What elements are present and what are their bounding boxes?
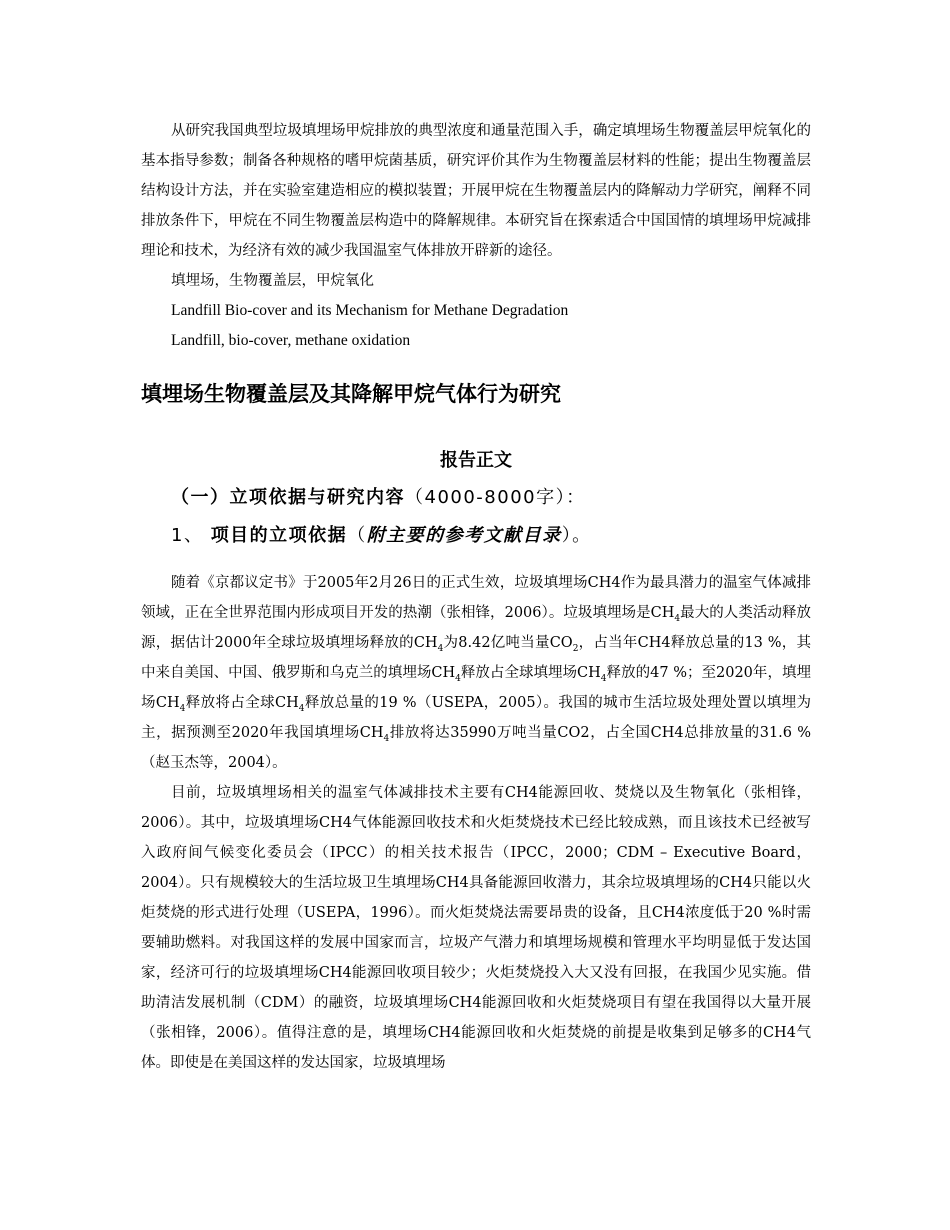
text-run: ，占当年CH4释放总量的13 %，其中来自美国、中国、俄罗斯和乌克兰的填埋场CH xyxy=(141,635,811,681)
subscript: 4 xyxy=(674,613,681,624)
subsection-note: 附主要的参考文献目录 xyxy=(366,525,562,546)
body-paragraph-1 xyxy=(141,568,811,778)
subsection-number: 1、 xyxy=(171,525,204,546)
section-heading xyxy=(141,480,811,516)
subscript: 4 xyxy=(298,703,305,714)
text-run: 释放将占全球CH xyxy=(185,695,299,711)
text-run: 释放总量的19 %（USEPA，2005）。我国的城市生活垃圾处理处置以填埋为主，据预测至2020年我国填埋场CH xyxy=(141,695,811,741)
text-run: 随着《京都议定书》于2005年2月26日的正式生效，垃圾填埋场CH4作为最具潜力的温室气体减排领域，正在全世界范围内形成项目开发的热潮（张相锋，2006）。垃圾填埋场是CH xyxy=(141,575,811,621)
section-heading-bold: （一）立项依据与研究内容 xyxy=(171,487,405,508)
keywords-cn: 填埋场，生物覆盖层，甲烷氧化 xyxy=(171,273,374,289)
text-run: 释放占全球填埋场CH xyxy=(460,665,601,681)
text-run: 排放将达35990万吨当量CO2，占全国CH4总排放量的31.6 %（赵玉杰等，2004）。 xyxy=(141,725,811,771)
subscript: 2 xyxy=(572,643,579,654)
subscript: 4 xyxy=(437,643,444,654)
keywords-en: Landfill, bio-cover, methane oxidation xyxy=(171,332,411,349)
subsection-paren-close: ）。 xyxy=(561,525,592,546)
subsection-title: 项目的立项依据 xyxy=(210,525,348,546)
main-title: 填埋场生物覆盖层及其降解甲烷气体行为研究 xyxy=(141,382,561,406)
subscript: 4 xyxy=(179,703,186,714)
subscript: 4 xyxy=(455,673,461,684)
intro-paragraph: 从研究我国典型垃圾填埋场甲烷排放的典型浓度和通量范围入手，确定填埋场生物覆盖层甲烷氧化的基本指导参数；制备各种规格的嗜甲烷菌基质，研究评价其作为生物覆盖层材料的性能；提出生物覆盖层结构设计方法，并在实验室建造相应的模拟装置；开展甲烷在生物覆盖层内的降解动力学研究，阐释不同排放条件下，甲烷在不同生物覆盖层构造中的降解规律。本研究旨在探索适合中国国情的填埋场甲烷减排理论和技术，为经济有效的减少我国温室气体排放开辟新的途径。 xyxy=(141,123,811,259)
subscript: 4 xyxy=(383,733,390,744)
text-run: 释放的47 %；至2020年，填埋场CH xyxy=(141,665,811,711)
title-en: Landfill Bio-cover and its Mechanism for Methane Degradation xyxy=(171,302,569,319)
document-page xyxy=(141,116,811,1078)
section-heading-note: （4000-8000字）： xyxy=(405,487,586,508)
text-run: 最大的人类活动释放源，据估计2000年全球垃圾填埋场释放的CH xyxy=(141,605,812,651)
text-run: 为8.42亿吨当量CO xyxy=(443,635,573,651)
body-paragraph-2: 目前，垃圾填埋场相关的温室气体减排技术主要有CH4能源回收、焚烧以及生物氧化（张相锋，2006）。其中，垃圾填埋场CH4气体能源回收技术和火炬焚烧技术已经比较成熟，而且该技术已经被写入政府间气候变化委员会（IPCC）的相关技术报告（IPCC，2000；CDM – Executive Board，2004）。只有规模较大的生活垃圾卫生填埋场CH4具备能源回收潜力，其余垃圾填埋场的CH4只能以火炬焚烧的形式进行处理（USEPA，1996）。而火炬焚烧法需要昂贵的设备，且CH4浓度低于20 %时需要辅助燃料。对我国这样的发展中国家而言，垃圾产气潜力和填埋场规模和管理水平均明显低于发达国家，经济可行的垃圾填埋场CH4能源回收项目较少；火炬焚烧投入大又没有回报，在我国少见实施。借助清洁发展机制（CDM）的融资，垃圾填埋场CH4能源回收和火炬焚烧项目有望在我国得以大量开展（张相锋，2006）。值得注意的是，填埋场CH4能源回收和火炬焚烧的前提是收集到足够多的CH4气体。即使是在美国这样的发达国家，垃圾填埋场 xyxy=(141,785,811,1071)
subsection-heading xyxy=(141,518,811,554)
subsection-paren-open: （ xyxy=(347,525,367,546)
subscript: 4 xyxy=(600,673,607,684)
report-title: 报告正文 xyxy=(440,450,512,471)
